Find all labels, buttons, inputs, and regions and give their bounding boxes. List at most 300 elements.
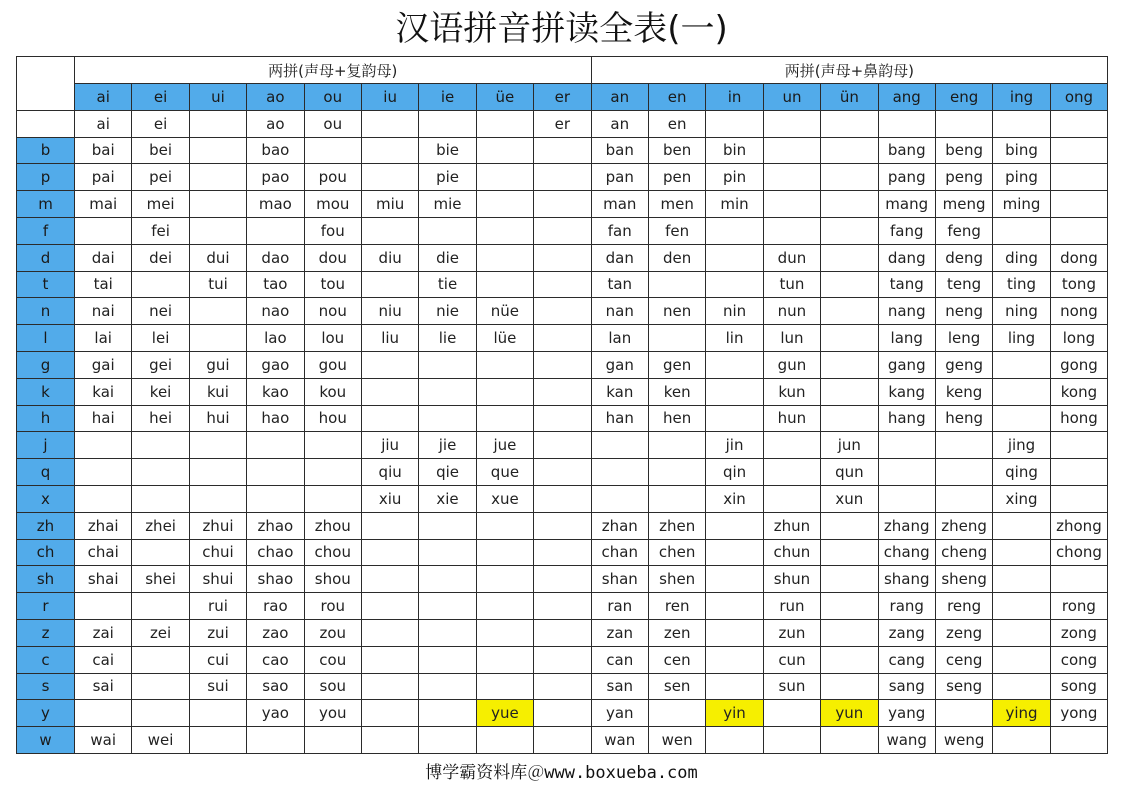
syllable-cell: kong (1050, 378, 1107, 405)
syllable-cell (935, 459, 992, 486)
syllable-cell: mou (304, 191, 361, 218)
syllable-cell: hou (304, 405, 361, 432)
syllable-cell (534, 727, 591, 754)
syllable-cell (419, 405, 476, 432)
syllable-cell: dong (1050, 244, 1107, 271)
syllable-cell: dou (304, 244, 361, 271)
syllable-cell (763, 727, 820, 754)
syllable-cell: rou (304, 593, 361, 620)
syllable-cell: liu (361, 325, 418, 352)
syllable-cell: qin (706, 459, 763, 486)
syllable-cell (591, 459, 648, 486)
syllable-cell: nai (75, 298, 132, 325)
syllable-cell (993, 405, 1050, 432)
syllable-cell: zheng (935, 512, 992, 539)
syllable-cell: qie (419, 459, 476, 486)
final-header: un (763, 84, 820, 111)
initial-cell: x (17, 485, 75, 512)
table-row (17, 405, 1108, 432)
syllable-cell: ben (648, 137, 705, 164)
syllable-cell: kang (878, 378, 935, 405)
syllable-cell: nun (763, 298, 820, 325)
syllable-cell: ding (993, 244, 1050, 271)
syllable-cell (534, 432, 591, 459)
syllable-cell: yong (1050, 700, 1107, 727)
syllable-cell (763, 700, 820, 727)
table-row (17, 325, 1108, 352)
syllable-cell: mei (132, 191, 189, 218)
table-row (17, 727, 1108, 754)
initial-cell: j (17, 432, 75, 459)
syllable-cell (821, 217, 878, 244)
initial-cell: ch (17, 539, 75, 566)
syllable-cell: gun (763, 351, 820, 378)
syllable-cell (821, 512, 878, 539)
initial-cell: z (17, 619, 75, 646)
syllable-cell: qiu (361, 459, 418, 486)
initial-cell (17, 110, 75, 137)
final-header: ao (247, 84, 304, 111)
syllable-cell (476, 378, 533, 405)
syllable-cell (706, 351, 763, 378)
syllable-cell: kao (247, 378, 304, 405)
syllable-cell (648, 432, 705, 459)
syllable-cell: miu (361, 191, 418, 218)
syllable-cell (132, 459, 189, 486)
syllable-cell: cao (247, 646, 304, 673)
syllable-cell: hao (247, 405, 304, 432)
syllable-cell (476, 405, 533, 432)
syllable-cell: jin (706, 432, 763, 459)
syllable-cell (419, 727, 476, 754)
syllable-cell (304, 727, 361, 754)
syllable-cell: lou (304, 325, 361, 352)
syllable-cell (821, 727, 878, 754)
initial-cell: l (17, 325, 75, 352)
syllable-cell: chai (75, 539, 132, 566)
syllable-cell: pen (648, 164, 705, 191)
syllable-cell (361, 137, 418, 164)
initial-cell: t (17, 271, 75, 298)
syllable-cell: shun (763, 566, 820, 593)
syllable-cell: nang (878, 298, 935, 325)
syllable-cell: ying (993, 700, 1050, 727)
syllable-cell (1050, 566, 1107, 593)
table-row (17, 619, 1108, 646)
syllable-cell: zou (304, 619, 361, 646)
syllable-cell: jie (419, 432, 476, 459)
syllable-cell: chun (763, 539, 820, 566)
syllable-cell: cui (189, 646, 246, 673)
syllable-cell (419, 110, 476, 137)
syllable-cell: seng (935, 673, 992, 700)
syllable-cell: cheng (935, 539, 992, 566)
syllable-cell (821, 405, 878, 432)
syllable-cell: ban (591, 137, 648, 164)
syllable-cell: lei (132, 325, 189, 352)
syllable-cell: hun (763, 405, 820, 432)
syllable-cell: bie (419, 137, 476, 164)
syllable-cell: cong (1050, 646, 1107, 673)
syllable-cell: kan (591, 378, 648, 405)
syllable-cell (763, 217, 820, 244)
syllable-cell: pan (591, 164, 648, 191)
syllable-cell: kai (75, 378, 132, 405)
syllable-cell: chen (648, 539, 705, 566)
syllable-cell (534, 405, 591, 432)
syllable-cell (132, 271, 189, 298)
syllable-cell (534, 298, 591, 325)
syllable-cell (361, 566, 418, 593)
syllable-cell: mai (75, 191, 132, 218)
syllable-cell (993, 351, 1050, 378)
syllable-cell (361, 271, 418, 298)
syllable-cell (361, 700, 418, 727)
syllable-cell: jing (993, 432, 1050, 459)
syllable-cell: qun (821, 459, 878, 486)
syllable-cell (361, 378, 418, 405)
syllable-cell: wen (648, 727, 705, 754)
syllable-cell (821, 191, 878, 218)
final-header: en (648, 84, 705, 111)
table-row (17, 432, 1108, 459)
syllable-cell (247, 217, 304, 244)
initial-cell: g (17, 351, 75, 378)
syllable-cell (935, 700, 992, 727)
syllable-cell (476, 727, 533, 754)
syllable-cell (476, 646, 533, 673)
syllable-cell: shou (304, 566, 361, 593)
syllable-cell: fang (878, 217, 935, 244)
initial-cell: c (17, 646, 75, 673)
syllable-cell (1050, 217, 1107, 244)
syllable-cell: xue (476, 485, 533, 512)
syllable-cell: fou (304, 217, 361, 244)
syllable-cell (534, 137, 591, 164)
syllable-cell (821, 351, 878, 378)
table-row (17, 378, 1108, 405)
syllable-cell (189, 325, 246, 352)
syllable-cell: nan (591, 298, 648, 325)
syllable-cell: cang (878, 646, 935, 673)
syllable-cell (476, 593, 533, 620)
syllable-cell: niu (361, 298, 418, 325)
syllable-cell: lai (75, 325, 132, 352)
syllable-cell (534, 485, 591, 512)
syllable-cell: sao (247, 673, 304, 700)
syllable-cell (878, 110, 935, 137)
syllable-cell (189, 164, 246, 191)
syllable-cell: gang (878, 351, 935, 378)
syllable-cell (878, 485, 935, 512)
syllable-cell: bao (247, 137, 304, 164)
syllable-cell (1050, 164, 1107, 191)
syllable-cell: dao (247, 244, 304, 271)
syllable-cell (821, 619, 878, 646)
syllable-cell: wai (75, 727, 132, 754)
syllable-cell (534, 351, 591, 378)
final-header: ang (878, 84, 935, 111)
syllable-cell (993, 512, 1050, 539)
footer-watermark: 博学霸资料库＠www.boxueba.com (425, 763, 698, 783)
syllable-cell (304, 432, 361, 459)
finals-header-row (17, 84, 1108, 111)
syllable-cell: hai (75, 405, 132, 432)
syllable-cell: dai (75, 244, 132, 271)
syllable-cell (476, 191, 533, 218)
syllable-cell: teng (935, 271, 992, 298)
syllable-cell: ting (993, 271, 1050, 298)
syllable-cell: lang (878, 325, 935, 352)
syllable-cell: fei (132, 217, 189, 244)
syllable-cell (763, 164, 820, 191)
syllable-cell (132, 593, 189, 620)
syllable-cell: hen (648, 405, 705, 432)
syllable-cell: zong (1050, 619, 1107, 646)
syllable-cell: hei (132, 405, 189, 432)
syllable-cell: zhen (648, 512, 705, 539)
syllable-cell (476, 673, 533, 700)
final-header: üe (476, 84, 533, 111)
syllable-cell: man (591, 191, 648, 218)
syllable-cell (591, 432, 648, 459)
final-header: in (706, 84, 763, 111)
syllable-cell (75, 432, 132, 459)
syllable-cell: kou (304, 378, 361, 405)
syllable-cell (1050, 459, 1107, 486)
syllable-cell: nie (419, 298, 476, 325)
syllable-cell (935, 432, 992, 459)
syllable-cell (361, 217, 418, 244)
syllable-cell: zun (763, 619, 820, 646)
syllable-cell (419, 619, 476, 646)
syllable-cell (706, 727, 763, 754)
syllable-cell (706, 646, 763, 673)
syllable-cell (247, 432, 304, 459)
syllable-cell (706, 405, 763, 432)
syllable-cell: tie (419, 271, 476, 298)
syllable-cell: lun (763, 325, 820, 352)
syllable-cell (534, 459, 591, 486)
syllable-cell (648, 700, 705, 727)
initial-cell: n (17, 298, 75, 325)
syllable-cell (1050, 191, 1107, 218)
syllable-cell (419, 566, 476, 593)
final-header: ün (821, 84, 878, 111)
syllable-cell: wan (591, 727, 648, 754)
syllable-cell (534, 217, 591, 244)
syllable-cell (534, 244, 591, 271)
syllable-cell: zen (648, 619, 705, 646)
syllable-cell (763, 191, 820, 218)
syllable-cell (821, 110, 878, 137)
syllable-cell (476, 244, 533, 271)
syllable-cell (476, 619, 533, 646)
syllable-cell: fan (591, 217, 648, 244)
syllable-cell: hui (189, 405, 246, 432)
syllable-cell: yao (247, 700, 304, 727)
syllable-cell: shei (132, 566, 189, 593)
syllable-cell (476, 351, 533, 378)
syllable-cell: mang (878, 191, 935, 218)
table-row (17, 244, 1108, 271)
table-row (17, 137, 1108, 164)
group-header: 两拼(声母+复韵母) (75, 57, 592, 84)
table-row (17, 646, 1108, 673)
syllable-cell: fen (648, 217, 705, 244)
initial-cell: y (17, 700, 75, 727)
syllable-cell: xun (821, 485, 878, 512)
syllable-cell: nin (706, 298, 763, 325)
table-row (17, 351, 1108, 378)
syllable-cell (706, 673, 763, 700)
syllable-cell: rui (189, 593, 246, 620)
syllable-cell (648, 459, 705, 486)
syllable-cell (476, 271, 533, 298)
syllable-cell: chang (878, 539, 935, 566)
syllable-cell: tun (763, 271, 820, 298)
syllable-cell: zan (591, 619, 648, 646)
syllable-cell: dun (763, 244, 820, 271)
syllable-cell: heng (935, 405, 992, 432)
syllable-cell (75, 593, 132, 620)
syllable-cell: chui (189, 539, 246, 566)
syllable-cell (476, 164, 533, 191)
syllable-cell (821, 271, 878, 298)
syllable-cell (419, 351, 476, 378)
syllable-cell: pei (132, 164, 189, 191)
syllable-cell: deng (935, 244, 992, 271)
syllable-cell (821, 378, 878, 405)
syllable-cell (189, 700, 246, 727)
table-row (17, 271, 1108, 298)
syllable-cell: sun (763, 673, 820, 700)
initial-cell: k (17, 378, 75, 405)
syllable-cell: zui (189, 619, 246, 646)
syllable-cell (763, 110, 820, 137)
syllable-cell (419, 646, 476, 673)
syllable-cell: ling (993, 325, 1050, 352)
syllable-cell: bei (132, 137, 189, 164)
syllable-cell: dei (132, 244, 189, 271)
syllable-cell: zeng (935, 619, 992, 646)
syllable-cell: gao (247, 351, 304, 378)
syllable-cell (534, 512, 591, 539)
syllable-cell: gai (75, 351, 132, 378)
syllable-cell (648, 271, 705, 298)
syllable-cell: leng (935, 325, 992, 352)
syllable-cell: yan (591, 700, 648, 727)
syllable-cell: wei (132, 727, 189, 754)
syllable-cell (993, 217, 1050, 244)
syllable-cell (361, 673, 418, 700)
syllable-cell: zhei (132, 512, 189, 539)
syllable-cell (821, 244, 878, 271)
table-row (17, 191, 1108, 218)
syllable-cell: keng (935, 378, 992, 405)
table-row (17, 110, 1108, 137)
syllable-cell: tou (304, 271, 361, 298)
syllable-cell (706, 110, 763, 137)
syllable-cell (1050, 485, 1107, 512)
syllable-cell (706, 378, 763, 405)
syllable-cell: shan (591, 566, 648, 593)
syllable-cell: ou (304, 110, 361, 137)
syllable-cell: lan (591, 325, 648, 352)
table-row (17, 593, 1108, 620)
syllable-cell (534, 700, 591, 727)
syllable-cell: nong (1050, 298, 1107, 325)
syllable-cell: chong (1050, 539, 1107, 566)
syllable-cell (361, 727, 418, 754)
final-header: iu (361, 84, 418, 111)
syllable-cell: shao (247, 566, 304, 593)
syllable-cell (419, 217, 476, 244)
initial-cell: f (17, 217, 75, 244)
syllable-cell: feng (935, 217, 992, 244)
syllable-cell (534, 378, 591, 405)
initial-cell: m (17, 191, 75, 218)
syllable-cell: ao (247, 110, 304, 137)
syllable-cell: chan (591, 539, 648, 566)
syllable-cell (534, 191, 591, 218)
syllable-cell: zai (75, 619, 132, 646)
syllable-cell: zhao (247, 512, 304, 539)
syllable-cell: sen (648, 673, 705, 700)
final-header: ie (419, 84, 476, 111)
syllable-cell: pai (75, 164, 132, 191)
syllable-cell: nen (648, 298, 705, 325)
syllable-cell (763, 432, 820, 459)
syllable-cell (534, 673, 591, 700)
syllable-cell: diu (361, 244, 418, 271)
syllable-cell (361, 164, 418, 191)
final-header: eng (935, 84, 992, 111)
syllable-cell: san (591, 673, 648, 700)
syllable-cell: zhong (1050, 512, 1107, 539)
initial-cell: zh (17, 512, 75, 539)
syllable-cell (935, 110, 992, 137)
syllable-cell: rong (1050, 593, 1107, 620)
syllable-cell: bang (878, 137, 935, 164)
syllable-cell: zhou (304, 512, 361, 539)
syllable-cell (993, 566, 1050, 593)
syllable-cell: peng (935, 164, 992, 191)
syllable-cell (993, 619, 1050, 646)
syllable-cell: lüe (476, 325, 533, 352)
syllable-cell: xing (993, 485, 1050, 512)
syllable-cell (993, 378, 1050, 405)
syllable-cell (534, 539, 591, 566)
syllable-cell (706, 512, 763, 539)
table-row (17, 700, 1108, 727)
syllable-cell: lin (706, 325, 763, 352)
page-title: 汉语拼音拼读全表(一) (395, 9, 728, 49)
pinyin-table (16, 56, 1108, 754)
syllable-cell (821, 164, 878, 191)
syllable-cell: ran (591, 593, 648, 620)
syllable-cell: xiu (361, 485, 418, 512)
syllable-cell: gong (1050, 351, 1107, 378)
syllable-cell: yun (821, 700, 878, 727)
syllable-cell (534, 325, 591, 352)
syllable-cell (304, 137, 361, 164)
corner-cell (17, 57, 75, 111)
syllable-cell: qing (993, 459, 1050, 486)
syllable-cell: tai (75, 271, 132, 298)
syllable-cell: sai (75, 673, 132, 700)
syllable-cell (75, 459, 132, 486)
